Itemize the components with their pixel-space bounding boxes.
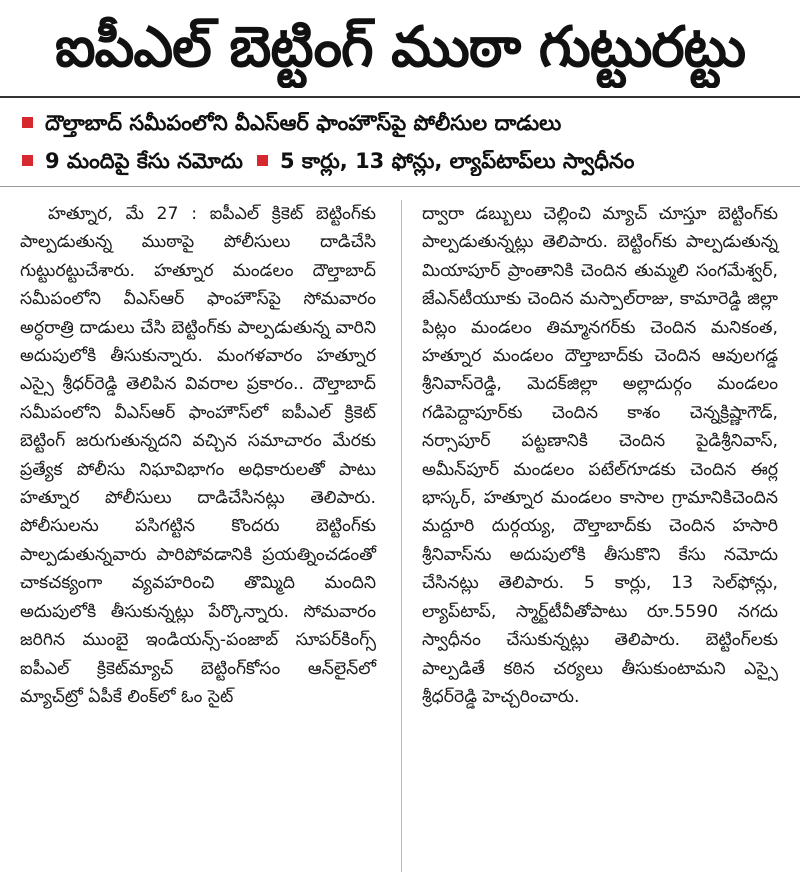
subheadline-2a-text: 9 మందిపై కేసు నమోదు: [45, 149, 243, 173]
red-square-bullet-icon: [22, 117, 33, 128]
subheadline-1: [22, 108, 790, 138]
headline-rule: [0, 96, 800, 98]
headline: ఐపీఎల్ బెట్టింగ్ ముఠా గుట్టురట్టు: [54, 15, 746, 80]
red-square-bullet-icon: [257, 155, 268, 166]
subheadline-rule: [0, 186, 800, 187]
subheadline-2: [22, 146, 790, 176]
article-column-left: [20, 200, 376, 711]
article-right-text: ద్వారా డబ్బులు చెల్లించి మ్యాచ్ చూస్తూ బెట్టింగ్‌కు పాల్పడుతున్నట్లు తెలిపారు. బెట్టింగ్‌కు పాల్పడుతున్న మియాపూర్ ప్రాంతానికి చెందిన తుమ్మలి సంగమేశ్వర్, జేఎన్‌టీయూకు చెందిన మస్పాల్‌రాజు, కామారెడ్డి జిల్లా పిట్లం మండలం తిమ్మానగర్‌కు చెందిన మనికంత, హత్నూర మండలం దౌల్తాబాద్‌కు చెందిన ఆవులగడ్డ శ్రీనివాస్‌రెడ్డి, మెదక్‌జిల్లా అల్లాదుర్గం మండలం గడిపెద్దాపూర్‌కు చెందిన కాశం చెన్నక్రిష్ణాగౌడ్, నర్సాపూర్ పట్టణానికి చెందిన పైడిశ్రీనివాస్, అమీన్‌పూర్ మండలం పటేల్‌గూడకు చెందిన ఈర్ల భాస్కర్, హత్నూర మండలం కాసాల గ్రామానికిచెందిన మద్దూరి దుర్గయ్య, దౌల్తాబాద్‌కు చెందిన హసారి శ్రీనివాస్‌ను అదుపులోకి తీసుకొని కేసు నమోదు చేసినట్లు తెలిపారు. 5 కార్లు, 13 సెల్‌ఫోన్లు, ల్యాప్‌టాప్, స్మార్ట్‌టీవీతోపాటు రూ.5590 నగదు స్వాధీనం చేసుకున్నట్లు తెలిపారు. బెట్టింగ్‌లకు పాల్పడితే కఠిన చర్యలు తీసుకుంటామని ఎస్సై శ్రీధర్‌రెడ్డి హెచ్చరించారు.: [422, 204, 778, 707]
red-square-bullet-icon: [22, 155, 33, 166]
article-left-text: హత్నూర, మే 27 : ఐపీఎల్ క్రికెట్ బెట్టింగ్‌కు పాల్పడుతున్న ముఠాపై పోలీసులు దాడిచేసి గుట్టురట్టుచేశారు. హత్నూర మండలం దౌల్తాబాద్ సమీపంలోని వీఎస్ఆర్ ఫాంహౌస్‌పై సోమవారం అర్ధరాత్రి దాడులు చేసి బెట్టింగ్‌కు పాల్పడుతున్న వారిని అదుపులోకి తీసుకున్నారు. మంగళవారం హత్నూర ఎస్సై శ్రీధర్‌రెడ్డి తెలిపిన వివరాల ప్రకారం.. దౌల్తాబాద్ సమీపంలోని వీఎస్ఆర్ ఫాంహౌస్‌లో ఐపీఎల్ క్రికెట్ బెట్టింగ్ జరుగుతున్నదని వచ్చిన సమాచారం మేరకు ప్రత్యేక పోలీసు నిఘావిభాగం అధికారులతో పాటు హత్నూర పోలీసులు దాడిచేసినట్లు తెలిపారు. పోలీసులను పసిగట్టిన కొందరు బెట్టింగ్‌కు పాల్పడుతున్నవారు పారిపోవడానికి ప్రయత్నించడంతో చాకచక్యంగా వ్యవహరించి తొమ్మిది మందిని అదుపులోకి తీసుకున్నట్లు పేర్కొన్నారు. సోమవారం జరిగిన ముంబై ఇండియన్స్-పంజాబ్ సూపర్‌కింగ్స్ ఐపీఎల్ క్రికెట్‌మ్యాచ్ బెట్టింగ్‌కోసం ఆన్‌లైన్‌లో మ్యాచ్‌ట్రో ఏపీకే లింక్‌లో ఓం సైట్: [20, 204, 376, 707]
subheadline-1-text: దౌల్తాబాద్ సమీపంలోని వీఎస్ఆర్ ఫాంహౌస్‌పై పోలీసుల దాడులు: [45, 111, 562, 135]
column-divider: [401, 200, 402, 872]
article-column-right: [422, 200, 778, 711]
subheadline-2b-text: 5 కార్లు, 13 ఫోన్లు, ల్యాప్‌టాప్‌లు స్వాధీనం: [279, 149, 635, 173]
